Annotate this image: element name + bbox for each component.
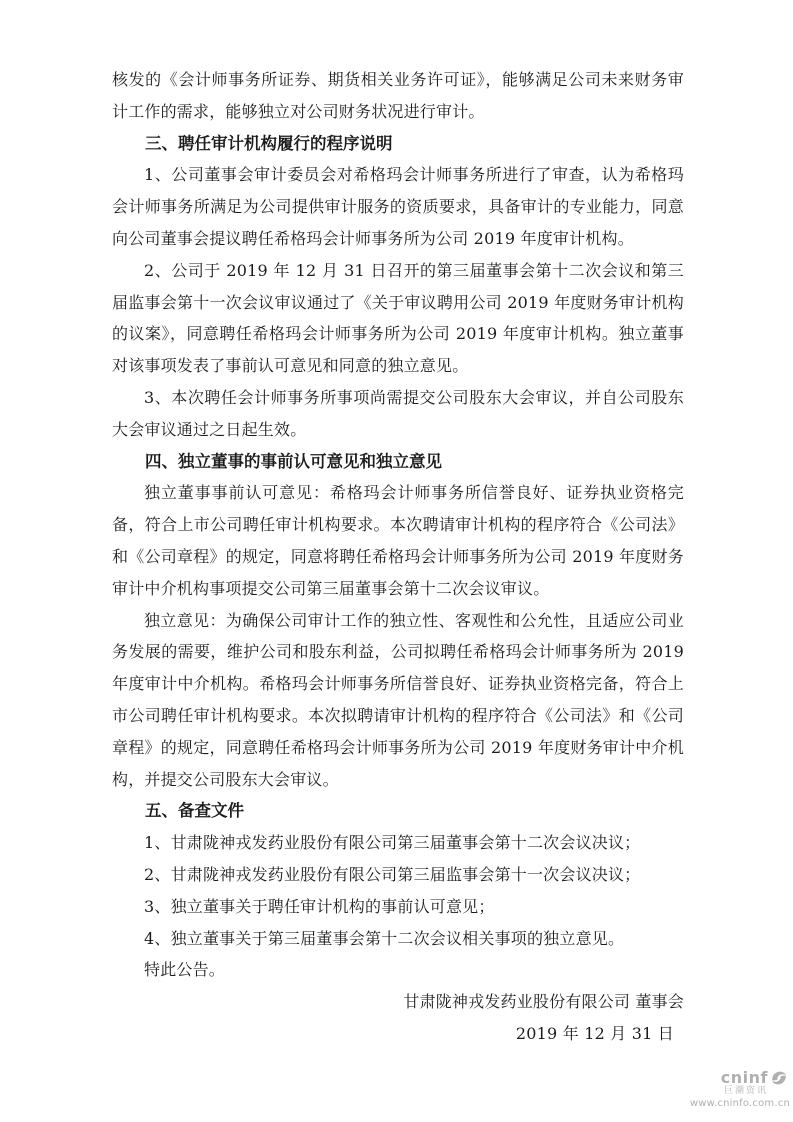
reference-document-item-1: 1、甘肃陇神戎发药业股份有限公司第三届董事会第十二次会议决议；	[144, 833, 641, 853]
section-heading-procedures: 三、聘任审计机构履行的程序说明	[145, 133, 393, 153]
announcement-date: 2019 年 12 月 31 日	[515, 1023, 674, 1043]
cninfo-chinese-name: 巨潮资讯	[723, 1086, 768, 1097]
procedures-paragraph-2: 2、公司于 2019 年 12 月 31 日召开的第三届董事会第十二次会议和第三届监事会第十一次会议审议通过了《关于审议聘用公司 2019 年度财务审计机构的议案》，同意聘任希格玛会计师事务所为公司 2019 年度审计机构。独立董事对该事项发表了事前认可意见和同意的独立意见。	[112, 260, 684, 376]
closing-statement: 特此公告。	[144, 960, 226, 980]
prior-approval-opinion-paragraph: 独立董事事前认可意见：希格玛会计师事务所信誉良好、证券执业资格完备，符合上市公司聘任审计机构要求。本次聘请审计机构的程序符合《公司法》和《公司章程》的规定，同意将聘任希格玛会计师事务所为公司 2019 年度财务审计中介机构事项提交公司第三届董事会第十二次会议审议。	[112, 483, 684, 598]
reference-document-item-4: 4、独立董事关于第三届董事会第十二次会议相关事项的独立意见。	[144, 928, 625, 948]
independent-opinion-paragraph: 独立意见：为确保公司审计工作的独立性、客观性和公允性，且适应公司业务发展的需要，维护公司和股东利益，公司拟聘任希格玛会计师事务所为 2019 年度审计中介机构。希格玛会计师事务所信誉良好、证券执业资格完备，符合上市公司聘任审计机构要求。本次拟聘请审计机构的程序符合《公司法》和《公司章程》的规定，同意聘任希格玛会计师事务所为公司 2019 年度财务审计中介机构，并提交公司股东大会审议。	[112, 610, 684, 789]
intro-continuation-paragraph: 核发的《会计师事务所证券、期货相关业务许可证》，能够满足公司未来财务审计工作的需求，能够独立对公司财务状况进行审计。	[112, 70, 684, 121]
signature-block	[112, 986, 684, 1050]
section-heading-reference-documents: 五、备查文件	[145, 801, 244, 821]
announcement-page	[112, 64, 684, 1050]
cninfo-url-text: www.cninfo.com.cn	[689, 1098, 790, 1109]
cninfo-brand-text: cninf	[720, 1068, 768, 1088]
reference-document-item-2: 2、甘肃陇神戎发药业股份有限公司第三届监事会第十一次会议决议；	[144, 864, 641, 884]
procedures-paragraph-1: 1、公司董事会审计委员会对希格玛会计师事务所进行了审查，认为希格玛会计师事务所满足为公司提供审计服务的资质要求，具备审计的专业能力，同意向公司董事会提议聘任希格玛会计师事务所为公司 2019 年度审计机构。	[112, 165, 684, 248]
cninfo-swirl-icon	[770, 1069, 788, 1087]
cninfo-watermark	[690, 1069, 790, 1109]
section-heading-independent-directors: 四、独立董事的事前认可意见和独立意见	[145, 451, 442, 471]
procedures-paragraph-3: 3、本次聘任会计师事务所事项尚需提交公司股东大会审议，并自公司股东大会审议通过之日起生效。	[112, 387, 684, 439]
company-signature: 甘肃陇神戎发药业股份有限公司 董事会	[403, 992, 684, 1012]
reference-document-item-3: 3、独立董事关于聘任审计机构的事前认可意见；	[144, 896, 495, 916]
